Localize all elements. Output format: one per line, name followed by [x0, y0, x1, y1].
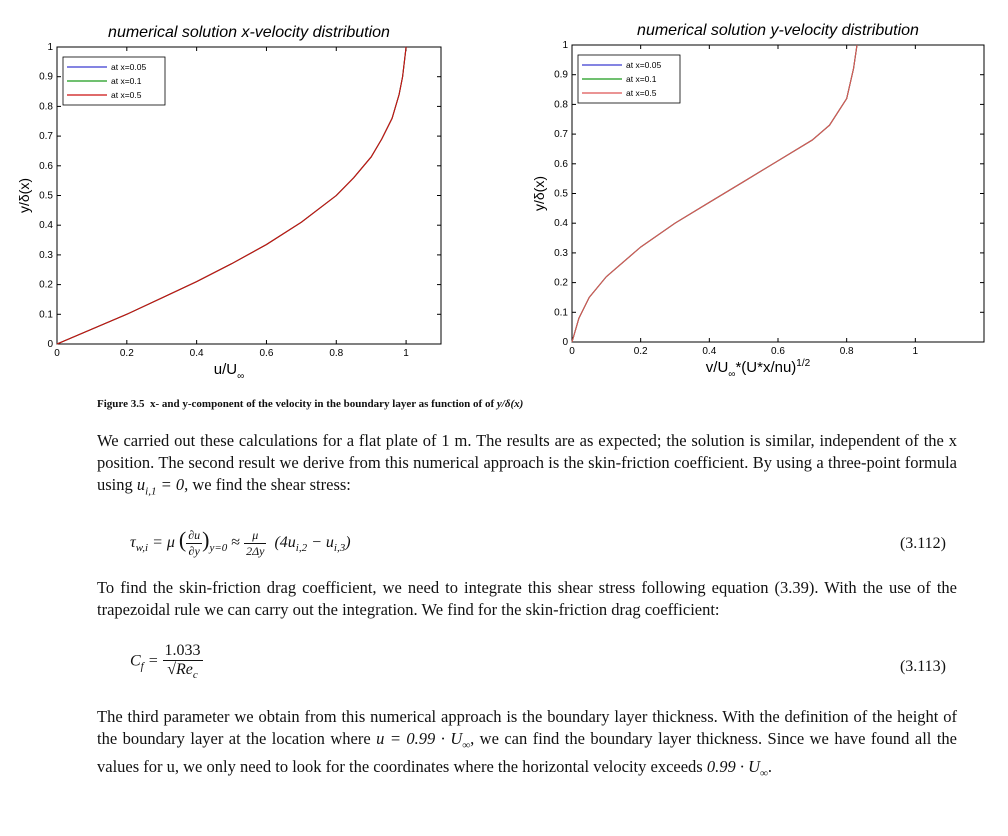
p1-math-sub: i,1: [145, 485, 157, 498]
eq1-left-paren: (: [178, 527, 187, 552]
p3-math1-sub: ∞: [462, 739, 471, 752]
xvel-title: numerical solution x-velocity distribution: [108, 24, 390, 41]
yvel-ytick-label: 0: [562, 337, 568, 348]
xvel-ytick-label: 0: [47, 339, 53, 350]
xvel-legend-label: at x=0.05: [111, 62, 147, 72]
equation-number-3-112: (3.112): [899, 535, 946, 552]
eq1-approx: ≈: [231, 534, 241, 551]
eq1-mu-num: μ: [244, 528, 266, 544]
yvel-xtick-label: 0.6: [771, 346, 785, 357]
xvel-xlabel-sub: ∞: [237, 371, 245, 382]
yvel-xlabel-rest: *(U*x/nu): [735, 359, 797, 376]
yvel-legend-label: at x=0.5: [626, 88, 657, 98]
xvel-ytick-label: 0.5: [39, 190, 53, 202]
eq1-tau: τ: [130, 534, 136, 551]
p1-math-u: u: [136, 475, 146, 494]
yvel-xtick-label: 1: [912, 346, 919, 357]
yvel-legend-label: at x=0.05: [626, 60, 662, 70]
p3-math1: [376, 729, 471, 752]
xvel-xtick-label: 1: [403, 348, 409, 359]
xvel-ytick-label: 0.3: [39, 249, 53, 261]
eq1-partial-num: ∂u: [188, 527, 201, 542]
eq1-partial-den: ∂y: [188, 543, 200, 558]
yvel-xtick-label: 0.2: [633, 346, 648, 357]
eq1-mu-den: 2Δy: [246, 543, 265, 558]
paragraph-3-b: , we can find the boundary layer thickness. Since we have found all the values for u, we only need to look for the coordinates where the horizontal velocity exceeds: [97, 729, 957, 777]
equation-3-113: [130, 642, 203, 681]
eq2-fraction: [163, 642, 203, 681]
paragraph-1-end: , we find the shear stress:: [184, 475, 351, 494]
yvel-ytick-label: 0.6: [554, 158, 568, 170]
paragraph-2: To find the skin-friction drag coefficient, we need to integrate this shear stress following equation (3.39). With the use of the trapezoidal rule we can carry out the integration. We find for the skin-friction drag coefficient:: [97, 578, 957, 619]
eq1-mu-frac: [244, 528, 266, 559]
xvel-xtick-label: 0.6: [259, 348, 274, 359]
yvel-xtick-label: 0: [569, 346, 575, 357]
yvel-ylabel: y/δ(x): [531, 175, 547, 212]
yvel-ytick-label: 0.2: [554, 277, 568, 289]
sqrt-icon: √: [167, 661, 177, 678]
eq1-partial: [186, 528, 202, 559]
xvel-ytick-label: 0.2: [39, 279, 53, 291]
eq1-rhs-sub1: i,2: [295, 542, 308, 555]
xvel-ytick-label: 0.4: [39, 220, 53, 232]
xvel-ytick-label: 1: [47, 42, 53, 53]
paragraph-1: [97, 430, 957, 502]
xvel-xtick-label: 0.8: [329, 348, 344, 359]
x-velocity-chart: [0, 0, 470, 392]
xvel-ylabel: y/δ(x): [16, 177, 32, 214]
equation-3-112: [130, 527, 351, 559]
y-velocity-chart: [520, 0, 1000, 392]
eq2-cf-sub: f: [140, 660, 144, 673]
xvel-ytick-label: 0.9: [39, 71, 53, 83]
paragraph-3: [97, 706, 957, 785]
p1-math-rest: = 0: [156, 475, 185, 494]
p3-math2: [706, 757, 768, 780]
yvel-ytick-label: 0.8: [554, 99, 568, 111]
xvel-xtick-label: 0.4: [189, 348, 204, 359]
paragraph-3-end: .: [767, 757, 772, 777]
p3-math2-text: 0.99 · U: [706, 757, 761, 777]
p3-math1-text: u = 0.99 · U: [376, 729, 463, 748]
yvel-ytick-label: 0.3: [554, 247, 568, 259]
xvel-ytick-label: 0.1: [39, 309, 53, 321]
yvel-xlabel-sup: 1/2: [796, 358, 811, 369]
figure-caption-math: y/δ(x): [496, 398, 524, 410]
yvel-xtick-label: 0.4: [702, 346, 717, 357]
eq2-re-sub: c: [192, 669, 198, 682]
xvel-xlabel-main: u/U: [213, 361, 238, 378]
eq1-rhs: (4u: [274, 534, 296, 551]
paragraph-3-a: The third parameter we obtain from this numerical approach is the boundary layer thickness. With the definition of the height of the boundary layer at the location where: [97, 707, 957, 748]
xvel-ytick-label: 0.8: [39, 101, 53, 113]
yvel-ytick-label: 0.4: [554, 218, 568, 230]
xvel-ytick-label: 0.7: [39, 131, 53, 143]
xvel-ytick-label: 0.6: [39, 160, 53, 172]
eq2-denominator: [163, 661, 203, 681]
yvel-ytick-label: 0.9: [554, 69, 568, 81]
figure-caption: [97, 398, 523, 410]
eq2-equals: =: [143, 652, 163, 670]
paragraph-1-math: [136, 475, 185, 498]
eq2-numerator: 1.033: [164, 642, 201, 659]
eq2-re: Re: [176, 661, 193, 678]
yvel-ytick-label: 0.7: [554, 129, 568, 141]
eq2-cf: C: [130, 652, 141, 670]
yvel-xtick-label: 0.8: [839, 346, 854, 357]
p3-math2-sub: ∞: [760, 767, 768, 780]
equation-number-3-113: (3.113): [899, 658, 946, 675]
xvel-xtick-label: 0.2: [119, 348, 134, 359]
figure-caption-label: Figure 3.5: [97, 398, 145, 410]
eq1-rhs-sub2: i,3: [333, 542, 346, 555]
eq2-radicand: [176, 660, 198, 682]
eq1-rhs-mid: − u: [307, 534, 334, 551]
x-velocity-chart-svg: [0, 0, 470, 392]
yvel-xlabel-sub: ∞: [728, 369, 736, 380]
eq1-right-paren: ): [202, 527, 210, 552]
yvel-title: numerical solution y-velocity distribution: [637, 22, 919, 39]
yvel-ytick-label: 0.5: [554, 188, 568, 200]
xvel-legend-label: at x=0.5: [111, 90, 142, 100]
yvel-ytick-label: 1: [562, 40, 568, 51]
yvel-xlabel-main: v/U: [705, 359, 729, 376]
xvel-xlabel: [214, 361, 244, 382]
y-velocity-chart-svg: [520, 0, 1000, 392]
eq1-equals-mu: = μ: [148, 534, 175, 551]
xvel-xtick-label: 0: [54, 348, 60, 359]
xvel-legend-label: at x=0.1: [111, 76, 142, 86]
eq1-tau-sub: w,i: [135, 542, 149, 555]
yvel-ytick-label: 0.1: [554, 307, 568, 319]
paragraph-1-text: We carried out these calculations for a flat plate of 1 m. The results are as expected; the solution is similar, independent of the x position. The second result we derive from this numerical approach is the skin-friction coefficient. By using a three-point formula using: [97, 431, 957, 494]
eq1-y0: y=0: [209, 542, 228, 555]
figure-caption-text: x- and y-component of the velocity in the boundary layer as function of of: [149, 398, 495, 410]
yvel-legend-label: at x=0.1: [626, 74, 657, 84]
eq1-rhs-end: ): [345, 534, 351, 551]
yvel-xlabel: [706, 358, 811, 380]
